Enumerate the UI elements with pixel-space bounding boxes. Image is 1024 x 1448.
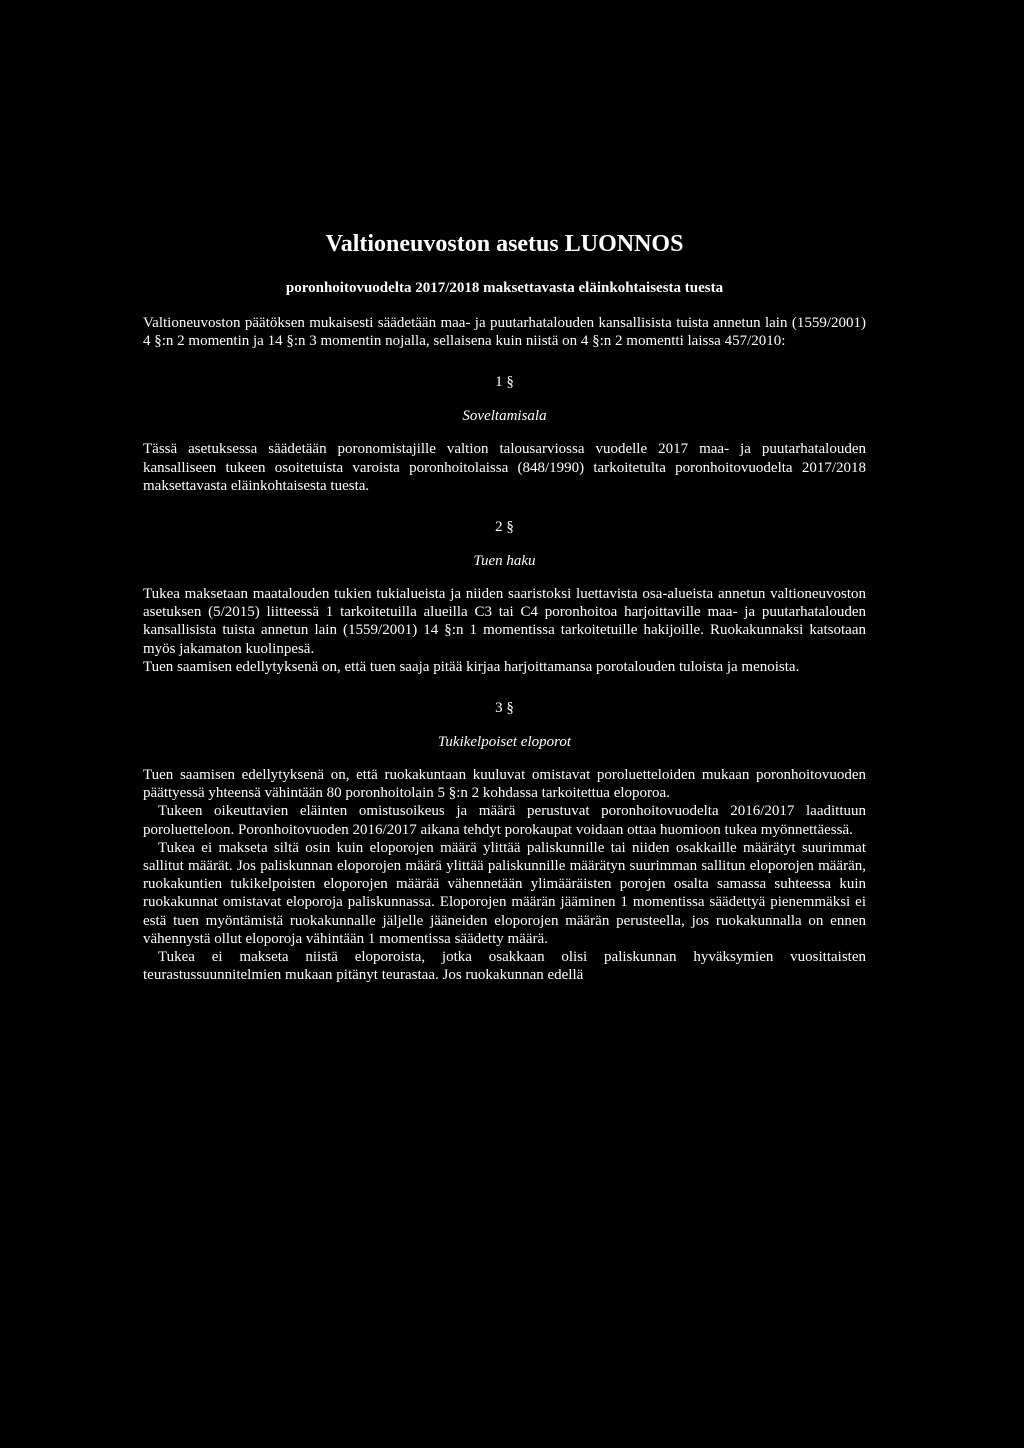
section-1 xyxy=(143,372,866,495)
document-page xyxy=(143,228,866,984)
document-subtitle: poronhoitovuodelta 2017/2018 maksettavasta eläinkohtaisesta tuesta xyxy=(285,280,724,296)
document-title: Valtioneuvoston asetus LUONNOS xyxy=(325,231,684,257)
section-paragraph: Tuen saamisen edellytyksenä on, että ruokakuntaan kuuluvat omistavat poroluetteloiden mukaan poronhoitovuoden päättyessä yhteensä vähintään 80 poronhoitolain 5 §:n 2 kohdassa tarkoitettua eloporoa. xyxy=(143,767,866,802)
section-3 xyxy=(143,698,866,984)
section-2 xyxy=(143,517,866,676)
section-title: Soveltamisala xyxy=(462,408,547,425)
section-paragraph: Tukea ei makseta niistä eloporoista, jotka osakkaan olisi paliskunnan hyväksymien vuosittaisten teurastussuunnitelmien mukaan pitänyt teurastaa. Jos ruokakunnan edellä xyxy=(143,949,866,984)
section-number: 1 § xyxy=(495,374,514,391)
preamble: Valtioneuvoston päätöksen mukaisesti säädetään maa- ja puutarhatalouden kansallisista tuista annetun lain (1559/2001) 4 §:n 2 momentin ja 14 §:n 3 momentin nojalla, sellaisena kuin niistä on 4 §:n 2 momentti laissa 457/2010: xyxy=(143,315,866,350)
section-paragraph: Tukea maksetaan maatalouden tukien tukialueista ja niiden saaristoksi luettavista osa-alueista annetun valtioneuvoston asetuksen (5/2015) liitteessä 1 tarkoitetuilla alueilla C3 tai C4 poronhoitoa harjoittaville maa- ja puutarhatalouden kansallisista tuista annetun lain (1559/2001) 14 §:n 1 momentissa tarkoitetuille hakijoille. Ruokakunnaksi katsotaan myös jakamaton kuolinpesä. xyxy=(143,586,866,657)
section-title: Tuen haku xyxy=(473,553,536,570)
section-number: 3 § xyxy=(495,700,514,717)
section-paragraph: Tuen saamisen edellytyksenä on, että tuen saaja pitää kirjaa harjoittamansa porotalouden tuloista ja menoista. xyxy=(143,658,800,675)
section-paragraph: Tukea ei makseta siltä osin kuin eloporojen määrä ylittää paliskunnille tai niiden osakkaille määrätyt suurimmat sallitut määrät. Jos paliskunnan eloporojen määrä ylittää paliskunnille määrätyn suurimman sallitun eloporojen määrän, ruokakuntien tukikelpoisten eloporojen määrää vähennetään ylimääräisten porojen osalta samassa suhteessa kuin ruokakunnat omistavat eloporoja paliskunnassa. Eloporojen määrän jääminen 1 momentissa säädettyä pienemmäksi ei estä tuen myöntämistä ruokakunnalle jäljelle jääneiden eloporojen määrän perusteella, jos ruokakunnalla on ennen vähennystä ollut eloporoja vähintään 1 momentissa säädetty määrä. xyxy=(143,839,866,947)
section-number: 2 § xyxy=(495,519,514,536)
section-paragraph: Tässä asetuksessa säädetään poronomistajille valtion talousarviossa vuodelle 2017 maa- ja puutarhatalouden kansalliseen tukeen osoitetuista varoista poronhoitolaissa (848/1990) tarkoitetulta poronhoitovuodelta 2017/2018 maksettavasta eläinkohtaisesta tuesta. xyxy=(143,441,866,494)
section-title: Tukikelpoiset eloporot xyxy=(437,734,572,751)
section-paragraph: Tukeen oikeuttavien eläinten omistusoikeus ja määrä perustuvat poronhoitovuodelta 2016/2017 laadittuun poroluetteloon. Poronhoitovuoden 2016/2017 aikana tehdyt porokaupat voidaan ottaa huomioon tukea myönnettäessä. xyxy=(143,803,866,838)
